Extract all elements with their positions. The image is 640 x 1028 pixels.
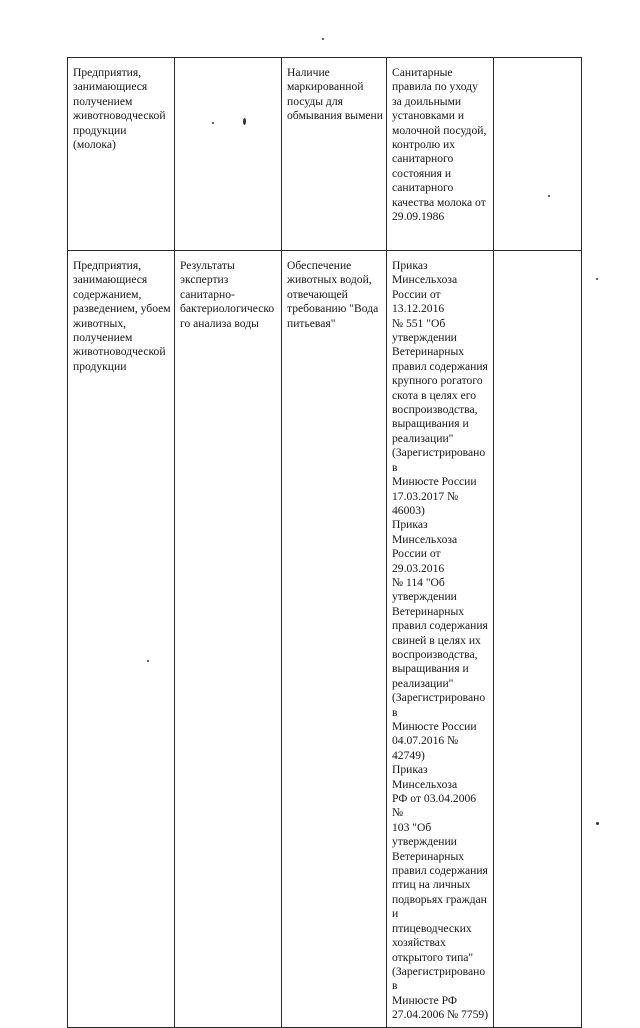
regulation-cell: Санитарные правила по уходу за доильными установками и молочной посудой, контролю их санитарного состояния и санитарного качества молока от 29.09.1986 <box>387 58 494 251</box>
evidence-cell <box>175 58 282 251</box>
extra-cell <box>494 251 582 1028</box>
table-row <box>68 58 582 251</box>
scan-speck <box>147 660 149 662</box>
regulation-cell: Приказ Минсельхоза России от 13.12.2016 № 551 "Об утверждении Ветеринарных правил содержания крупного рогатого скота в целях его воспроизводства, выращивания и реализации" (Зарегистрировано в Минюсте России 17.03.2017 № 46003) Приказ Минсельхоза России от 29.03.2016 № 114 "Об утверждении Ветеринарных правил содержания свиней в целях их воспроизводства, выращивания и реализации" (Зарегистрировано в Минюсте России 04.07.2016 № 42749) Приказ Минсельхоза РФ от 03.04.2006 № 103 "Об утверждении Ветеринарных правил содержания птиц на личных подворьях граждан и птицеводческих хозяйствах открытого типа" (Зарегистрировано в Минюсте РФ 27.04.2006 № 7759) <box>387 251 494 1028</box>
requirement-cell: Обеспечение животных водой, отвечающей требованию "Вода питьевая" <box>282 251 387 1028</box>
scan-speck <box>596 278 598 280</box>
requirements-table <box>67 57 582 1028</box>
extra-cell <box>494 58 582 251</box>
scan-speck <box>596 822 599 825</box>
evidence-cell: Результаты экспертиз санитарно- бактериологическо го анализа воды <box>175 251 282 1028</box>
object-cell: Предприятия, занимающиеся получением животноводческой продукции (молока) <box>68 58 175 251</box>
scan-speck <box>212 122 214 124</box>
object-cell: Предприятия, занимающиеся содержанием, разведением, убоем животных, получением животноводческой продукции <box>68 251 175 1028</box>
scan-speck <box>548 195 550 197</box>
scan-speck <box>243 118 246 125</box>
requirement-cell: Наличие маркированной посуды для обмывания вымени <box>282 58 387 251</box>
table-row <box>68 251 582 1028</box>
scan-speck <box>322 38 324 40</box>
